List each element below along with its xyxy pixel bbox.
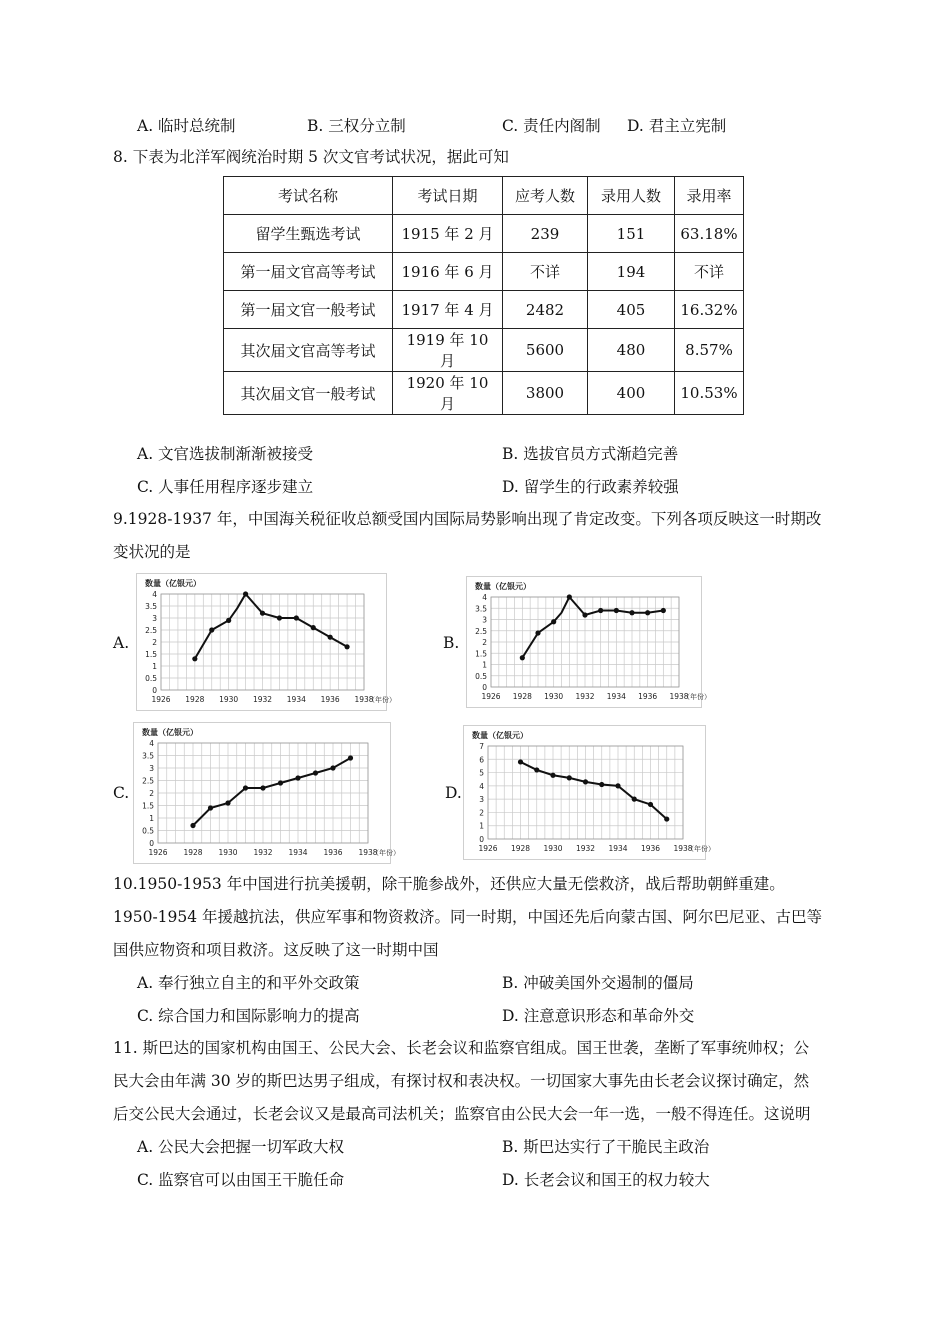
x-axis-label: （年份） — [368, 696, 396, 704]
table-cell: 留学生甄选考试 — [224, 215, 393, 253]
data-point — [192, 656, 197, 661]
q10-option-d: D. 注意意识形态和革命外交 — [502, 1007, 695, 1025]
table-cell: 1916 年 6 月 — [393, 253, 503, 291]
q9-option-label-b: B. — [443, 634, 460, 652]
y-tick-label: 2.5 — [475, 626, 487, 636]
table-cell: 8.57% — [675, 329, 744, 372]
data-point — [567, 775, 572, 780]
data-point — [567, 594, 572, 599]
q7-option-a: A. 临时总统制 — [137, 117, 236, 135]
table-cell: 400 — [588, 372, 675, 415]
y-tick-label: 3 — [482, 615, 487, 625]
table-cell: 239 — [503, 215, 588, 253]
data-point — [598, 608, 603, 613]
table-cell: 3800 — [503, 372, 588, 415]
q10-line1: 10.1950-1953 年中国进行抗美援朝，除干脆参战外，还供应大量无偿救济，战后帮助朝鲜重建。 — [113, 875, 785, 893]
x-tick-label: 1930 — [218, 848, 238, 857]
y-tick-label: 3.5 — [142, 751, 154, 761]
data-point — [226, 618, 231, 623]
y-tick-label: 1.5 — [142, 801, 154, 811]
table-cell: 1919 年 10 月 — [393, 329, 503, 372]
x-tick-label: 1928 — [510, 844, 531, 853]
data-point — [599, 782, 604, 787]
data-point — [534, 767, 539, 772]
table-cell: 405 — [588, 291, 675, 329]
q9-stem-line2: 变状况的是 — [113, 543, 191, 561]
q9-option-label-d: D. — [445, 784, 462, 802]
y-axis-label: 数量（亿银元） — [475, 582, 531, 591]
y-tick-label: 1.5 — [145, 650, 157, 659]
chart-d-svg — [464, 726, 715, 859]
y-tick-label: 3 — [479, 795, 484, 805]
y-tick-label: 2 — [479, 808, 484, 818]
x-axis-label: （年份） — [683, 693, 711, 701]
x-tick-label: 1938 — [358, 848, 378, 857]
exam-table — [223, 176, 744, 415]
y-axis-label: 数量（亿银元） — [145, 579, 201, 588]
data-point — [209, 627, 214, 632]
y-tick-label: 3 — [149, 764, 154, 773]
y-tick-label: 6 — [479, 755, 484, 765]
x-tick-label: 1930 — [543, 844, 563, 853]
y-tick-label: 7 — [479, 742, 484, 751]
table-header-row — [224, 177, 744, 215]
data-point — [664, 816, 669, 821]
x-tick-label: 1934 — [288, 848, 308, 857]
y-tick-label: 4 — [152, 590, 157, 599]
q8-option-c: C. 人事任用程序逐步建立 — [137, 478, 314, 496]
y-tick-label: 4 — [149, 739, 154, 748]
table-cell: 不详 — [503, 253, 588, 291]
x-tick-label: 1936 — [323, 848, 343, 857]
q11-line1: 11. 斯巴达的国家机构由国王、公民大会、长老会议和监察官组成。国王世袭，垄断了军事统帅权；公 — [113, 1039, 810, 1057]
data-point — [348, 755, 353, 760]
table-header-cell: 录用率 — [675, 177, 744, 215]
y-tick-label: 4 — [479, 781, 484, 791]
data-point — [614, 608, 619, 613]
q10-line3: 国供应物资和项目救济。这反映了这一时期中国 — [113, 941, 439, 959]
table-cell: 1920 年 10 月 — [393, 372, 503, 415]
y-axis-label: 数量（亿银元） — [142, 728, 198, 737]
x-tick-label: 1938 — [669, 692, 689, 701]
y-tick-label: 2.5 — [142, 776, 154, 786]
chart-a-svg — [137, 574, 396, 710]
y-tick-label: 1 — [479, 821, 484, 831]
x-axis-label: （年份） — [687, 845, 715, 853]
q11-option-b: B. 斯巴达实行了干脆民主政治 — [502, 1138, 710, 1156]
x-tick-label: 1930 — [219, 695, 239, 704]
table-row — [224, 329, 744, 372]
x-tick-label: 1934 — [286, 695, 306, 704]
table-cell: 第一届文官一般考试 — [224, 291, 393, 329]
data-point — [661, 608, 666, 613]
data-point — [648, 802, 653, 807]
data-point — [645, 610, 650, 615]
q11-option-c: C. 监察官可以由国王干脆任命 — [137, 1171, 345, 1189]
table-header-cell: 考试名称 — [224, 177, 393, 215]
y-tick-label: 0 — [152, 686, 157, 695]
data-point — [208, 805, 213, 810]
q10-line2: 1950-1954 年援越抗法，供应军事和物资救济。同一时期，中国还先后向蒙古国、阿尔巴尼亚、古巴等 — [113, 908, 823, 926]
y-tick-label: 1.5 — [475, 649, 487, 659]
y-axis-label: 数量（亿银元） — [472, 731, 528, 740]
data-point — [518, 759, 523, 764]
x-tick-label: 1936 — [640, 844, 661, 853]
table-cell: 194 — [588, 253, 675, 291]
data-point — [330, 765, 335, 770]
table-row — [224, 253, 744, 291]
data-point — [535, 630, 540, 635]
x-tick-label: 1932 — [253, 848, 273, 857]
data-point — [225, 800, 230, 805]
table-cell: 63.18% — [675, 215, 744, 253]
q7-option-c: C. 责任内阁制 — [502, 117, 601, 135]
y-tick-label: 0.5 — [145, 674, 157, 683]
q10-option-a: A. 奉行独立自主的和平外交政策 — [137, 974, 360, 992]
x-tick-label: 1934 — [606, 692, 626, 701]
q11-line2: 民大会由年满 30 岁的斯巴达男子组成，有探讨权和表决权。一切国家大事先由长老会议探讨确定，然 — [113, 1072, 810, 1090]
table-header-cell: 应考人数 — [503, 177, 588, 215]
table-cell: 1915 年 2 月 — [393, 215, 503, 253]
x-tick-label: 1938 — [673, 844, 693, 853]
x-tick-label: 1928 — [185, 695, 205, 704]
chart-c-svg — [134, 723, 400, 863]
x-tick-label: 1932 — [575, 692, 595, 701]
data-point — [583, 779, 588, 784]
y-tick-label: 1 — [152, 662, 157, 671]
x-tick-label: 1928 — [183, 848, 203, 857]
x-tick-label: 1926 — [478, 844, 498, 853]
y-tick-label: 0 — [482, 683, 487, 692]
y-tick-label: 2 — [152, 638, 157, 647]
y-tick-label: 3.5 — [145, 602, 157, 611]
x-tick-label: 1936 — [638, 692, 658, 701]
q8-stem: 8. 下表为北洋军阀统治时期 5 次文官考试状况，据此可知 — [113, 148, 509, 166]
table-row — [224, 372, 744, 415]
q7-option-d: D. 君主立宪制 — [627, 117, 727, 135]
data-point — [277, 615, 282, 620]
table-cell: 1917 年 4 月 — [393, 291, 503, 329]
y-tick-label: 3.5 — [475, 604, 487, 614]
table-cell: 第一届文官高等考试 — [224, 253, 393, 291]
chart-a — [136, 573, 396, 711]
table-cell: 其次届文官高等考试 — [224, 329, 393, 372]
y-tick-label: 3 — [152, 614, 157, 623]
table-cell: 2482 — [503, 291, 588, 329]
table-cell: 不详 — [675, 253, 744, 291]
y-tick-label: 2 — [149, 789, 154, 798]
table-cell: 10.53% — [675, 372, 744, 415]
y-tick-label: 1 — [482, 660, 487, 670]
y-tick-label: 2.5 — [145, 626, 157, 635]
data-point — [344, 644, 349, 649]
data-point — [313, 770, 318, 775]
data-point — [582, 612, 587, 617]
data-point — [278, 780, 283, 785]
x-axis-label: （年份） — [372, 849, 400, 857]
x-tick-label: 1938 — [354, 695, 374, 704]
y-tick-label: 2 — [482, 638, 487, 647]
y-tick-label: 5 — [479, 768, 484, 778]
q11-option-a: A. 公民大会把握一切军政大权 — [137, 1138, 345, 1156]
x-tick-label: 1932 — [252, 695, 273, 704]
chart-b-svg — [467, 577, 711, 707]
q9-option-label-c: C. — [113, 784, 130, 802]
table-row — [224, 215, 744, 253]
q11-option-d: D. 长老会议和国王的权力较大 — [502, 1171, 710, 1189]
chart-b — [466, 576, 711, 708]
table-header-cell: 考试日期 — [393, 177, 503, 215]
data-point — [551, 619, 556, 624]
q10-option-c: C. 综合国力和国际影响力的提高 — [137, 1007, 360, 1025]
x-tick-label: 1934 — [608, 844, 628, 853]
x-tick-label: 1928 — [512, 692, 532, 701]
chart-d — [463, 725, 715, 860]
x-tick-label: 1926 — [148, 848, 168, 857]
data-point — [615, 783, 620, 788]
y-tick-label: 4 — [482, 593, 487, 602]
q9-option-label-a: A. — [113, 634, 130, 652]
table-row — [224, 291, 744, 329]
q10-option-b: B. 冲破美国外交遏制的僵局 — [502, 974, 694, 992]
x-tick-label: 1930 — [544, 692, 564, 701]
data-point — [520, 655, 525, 660]
table-cell: 16.32% — [675, 291, 744, 329]
x-tick-label: 1936 — [320, 695, 340, 704]
q7-option-b: B. 三权分立制 — [307, 117, 406, 135]
data-point — [328, 635, 333, 640]
q9-stem-line1: 9.1928-1937 年，中国海关税征收总额受国内国际局势影响出现了肯定改变。下列各项反映这一时期改 — [113, 510, 822, 528]
x-tick-label: 1926 — [151, 695, 171, 704]
table-cell: 5600 — [503, 329, 588, 372]
q8-option-b: B. 选拔官员方式渐趋完善 — [502, 445, 679, 463]
data-point — [632, 797, 637, 802]
q8-option-a: A. 文官选拔制渐渐被接受 — [137, 445, 314, 463]
data-point — [295, 775, 300, 780]
table-header-cell: 录用人数 — [588, 177, 675, 215]
data-point — [190, 823, 195, 828]
data-point — [294, 615, 299, 620]
data-point — [629, 610, 634, 615]
data-point — [243, 591, 248, 596]
data-point — [243, 785, 248, 790]
data-point — [311, 625, 316, 630]
q11-line3: 后交公民大会通过，长老会议又是最高司法机关；监察官由公民大会一年一选，一般不得连任。这说明 — [113, 1105, 811, 1123]
data-point — [260, 611, 265, 616]
y-tick-label: 0 — [479, 835, 484, 844]
q8-option-d: D. 留学生的行政素养较强 — [502, 478, 679, 496]
chart-c — [133, 722, 400, 864]
table-cell: 其次届文官一般考试 — [224, 372, 393, 415]
y-tick-label: 0.5 — [142, 826, 154, 836]
x-tick-label: 1932 — [575, 844, 596, 853]
y-tick-label: 0.5 — [475, 671, 487, 681]
y-tick-label: 1 — [149, 814, 154, 823]
table-cell: 151 — [588, 215, 675, 253]
x-tick-label: 1926 — [481, 692, 501, 701]
data-point — [550, 773, 555, 778]
data-point — [260, 785, 265, 790]
table-cell: 480 — [588, 329, 675, 372]
y-tick-label: 0 — [149, 839, 154, 848]
